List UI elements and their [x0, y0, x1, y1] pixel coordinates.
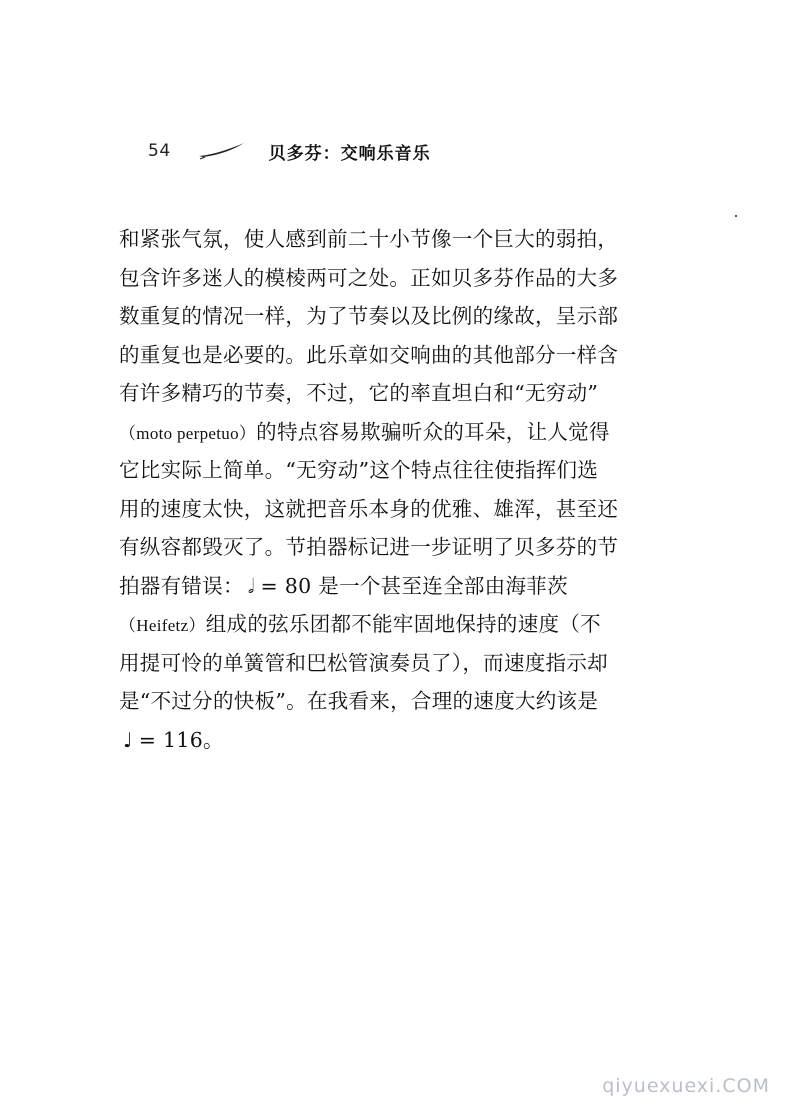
text-line: 数重复的情况一样，为了节奏以及比例的缘故，呈示部: [119, 304, 619, 328]
quill-ornament-icon: [197, 141, 247, 161]
latin-term: （Heifetz）: [119, 616, 206, 635]
text-line: 拍器有错误： 𝅗𝅥 = 80 是一个甚至连全部由海菲茨: [119, 567, 689, 606]
site-watermark: qiyuexuexi.COM: [602, 1075, 770, 1097]
text-line: 包含许多迷人的模棱两可之处。正如贝多芬作品的大多: [119, 265, 619, 290]
text-line: （Heifetz）组成的弦乐团都不能牢固地保持的速度（不: [119, 612, 601, 636]
text-line: 用的速度太快，这就把音乐本身的优雅、雄浑，甚至还: [119, 496, 619, 521]
running-title: 贝多芬：交响乐音乐: [268, 143, 431, 164]
text-line: （moto perpetuo）的特点容易欺骗听众的耳朵，让人觉得: [119, 419, 610, 444]
page-number: 54: [148, 141, 171, 161]
page-header: [148, 138, 431, 164]
text-line: 它比实际上简单。“无穷动”这个特点往往使指挥们选: [119, 458, 599, 482]
text-line: 的重复也是必要的。此乐章如交响曲的其他部分一样含: [119, 342, 619, 367]
text-line: ♩ = 116。: [119, 721, 689, 760]
text-line: 和紧张气氛，使人感到前二十小节像一个巨大的弱拍，: [119, 227, 619, 251]
text-line: 是“不过分的快板”。在我看来，合理的速度大约该是: [119, 689, 599, 713]
text-line: 有纵容都毁灭了。节拍器标记进一步证明了贝多芬的节: [119, 535, 619, 559]
body-paragraph: [119, 220, 689, 759]
half-note-icon: 𝅗𝅥: [247, 573, 255, 598]
quarter-note-icon: ♩: [123, 727, 133, 752]
latin-term: （moto perpetuo）: [119, 423, 257, 443]
text-line: 有许多精巧的节奏，不过，它的率直坦白和“无穷动”: [119, 381, 599, 405]
stray-mark: [735, 215, 737, 217]
text-line: 用提可怜的单簧管和巴松管演奏员了），而速度指示却: [119, 650, 608, 675]
